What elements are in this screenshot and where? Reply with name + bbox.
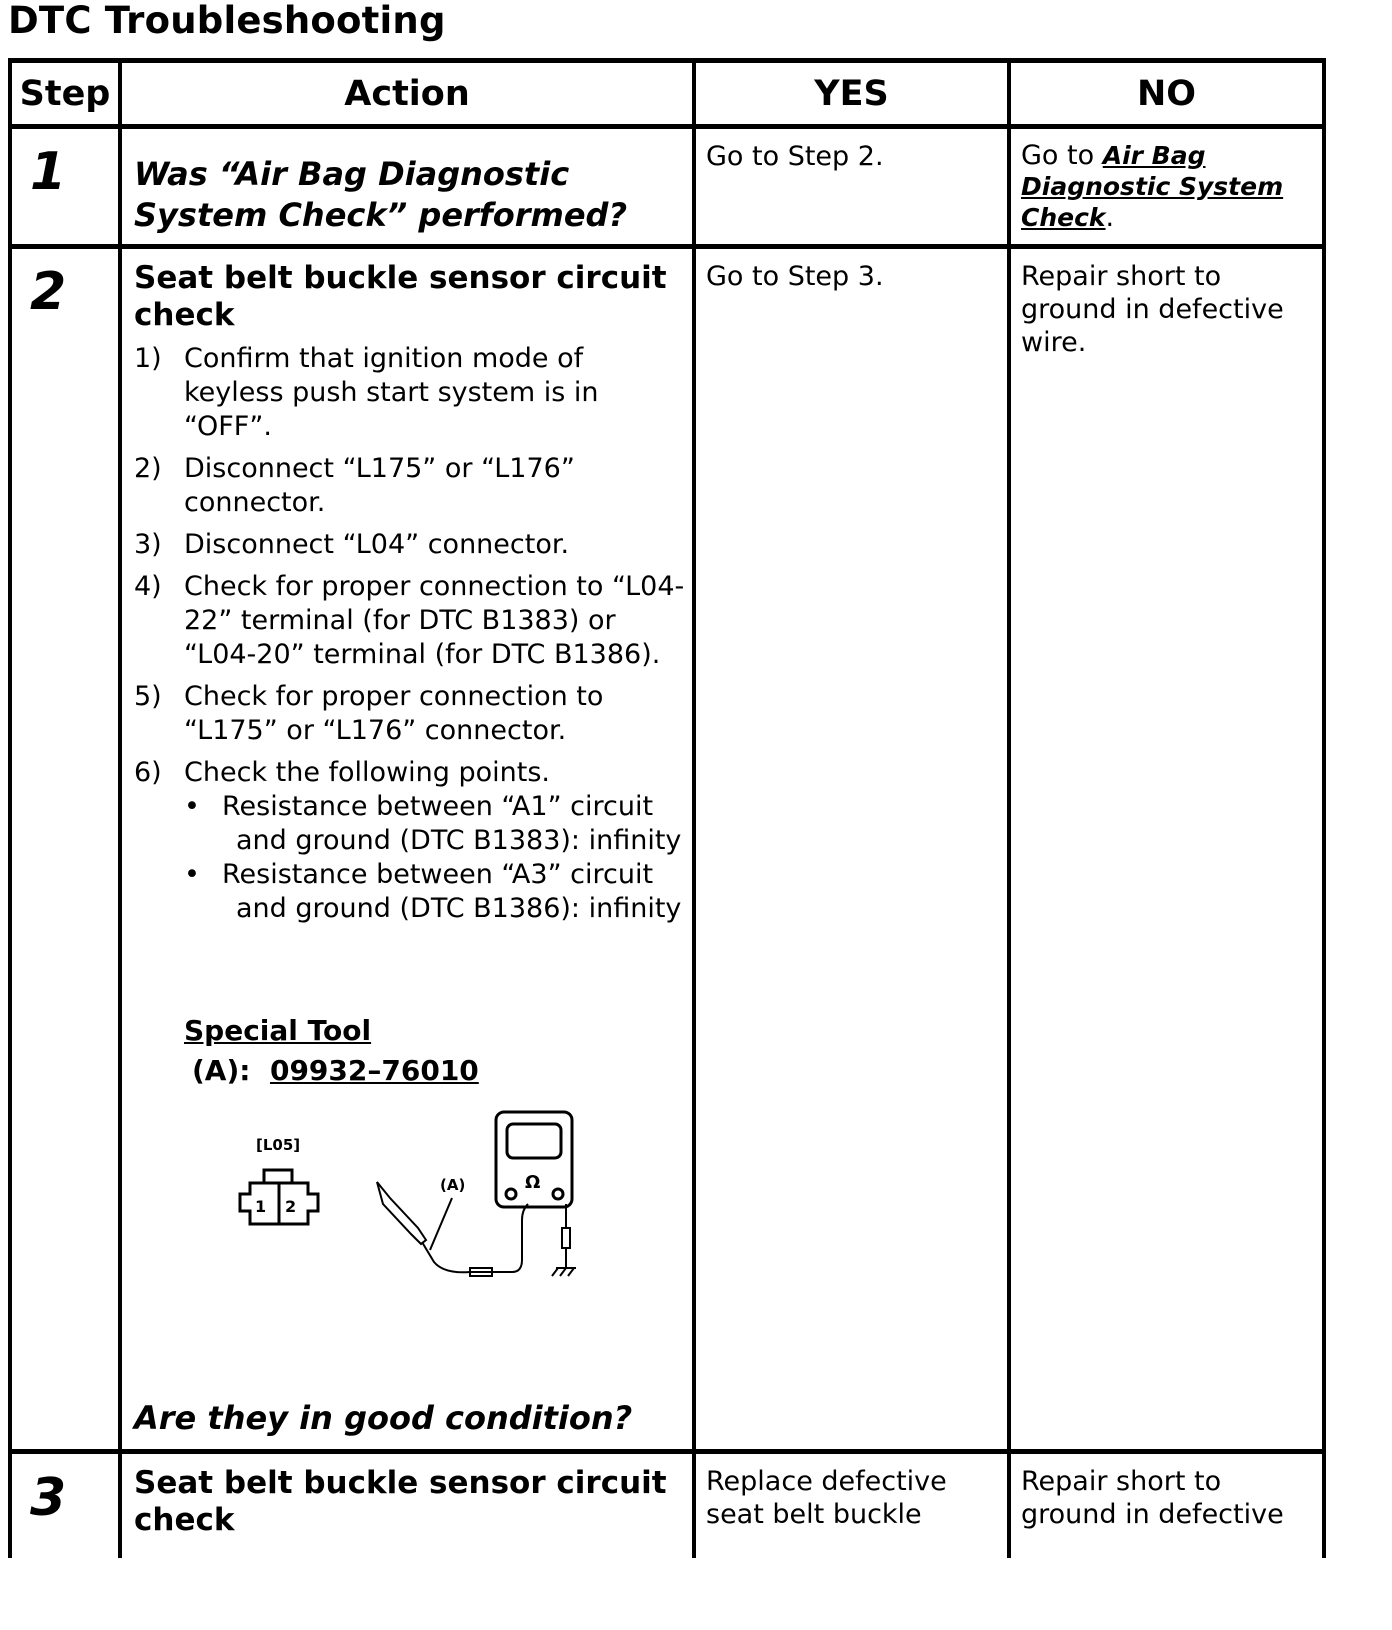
procedure-list [134, 342, 686, 926]
header-no: NO [1136, 73, 1197, 114]
step-number: 2 [30, 262, 67, 322]
step-title: Seat belt buckle sensor circuit check [134, 260, 667, 333]
bullet-item: • Resistance between “A3” circuit and ground (DTC B1386): infinity [184, 858, 686, 926]
header-step: Step [19, 73, 111, 114]
pin-1: 1 [255, 1197, 267, 1216]
step-question: Are they in good condition? [134, 1399, 633, 1437]
probe-label: (A) [440, 1176, 466, 1194]
connector-icon [240, 1170, 318, 1224]
no-cell: Repair short to ground in defective [1021, 1466, 1284, 1530]
page-title: DTC Troubleshooting [8, 0, 446, 42]
step-question: Was “Air Bag Diagnostic System Check” performed? [134, 155, 627, 234]
yes-cell: Go to Step 3. [706, 261, 884, 292]
check-points [184, 790, 686, 926]
pin-2: 2 [285, 1197, 297, 1216]
yes-cell: Replace defective seat belt buckle [706, 1466, 947, 1530]
header-yes: YES [814, 73, 889, 114]
list-item: 2) Disconnect “L175” or “L176” connector. [134, 453, 575, 518]
air-bag-check-link[interactable]: Air Bag Diagnostic System Check [1021, 141, 1284, 232]
connector-label: [L05] [256, 1136, 301, 1154]
yes-cell: Go to Step 2. [706, 141, 884, 172]
list-item: 3) Disconnect “L04” connector. [134, 529, 570, 560]
list-item: 4) Check for proper connection to “L04-22” terminal (for DTC B1383) or “L04-20” terminal (for DTC B1386). [134, 571, 685, 670]
bullet-item: • Resistance between “A1” circuit and ground (DTC B1383): infinity [184, 790, 686, 858]
meter-connection-diagram [222, 1100, 602, 1290]
no-suffix: . [1105, 202, 1115, 233]
header-action: Action [344, 73, 470, 114]
step-title: Seat belt buckle sensor circuit check [134, 1465, 667, 1538]
list-item: 6) Check the following points. • Resistance between “A1” circuit and ground (DTC B1383): infinity • Resistance between “A3” circuit and ground (DTC B1386): infinity [134, 756, 686, 926]
step-number: 1 [30, 142, 67, 202]
probe-lead [377, 1182, 576, 1276]
ohm-symbol: Ω [525, 1172, 541, 1193]
step-number: 3 [30, 1468, 67, 1528]
action-cell [134, 260, 686, 926]
no-cell: Repair short to ground in defective wire. [1021, 261, 1284, 358]
list-item: 1) Confirm that ignition mode of keyless push start system is in “OFF”. [134, 343, 599, 442]
no-prefix: Go to [1021, 140, 1095, 171]
special-tool-code: (A): 09932–76010 [192, 1054, 479, 1087]
special-tool-label: Special Tool [184, 1014, 372, 1047]
no-cell [1021, 140, 1316, 233]
list-item: 5) Check for proper connection to “L175” or “L176” connector. [134, 681, 604, 746]
